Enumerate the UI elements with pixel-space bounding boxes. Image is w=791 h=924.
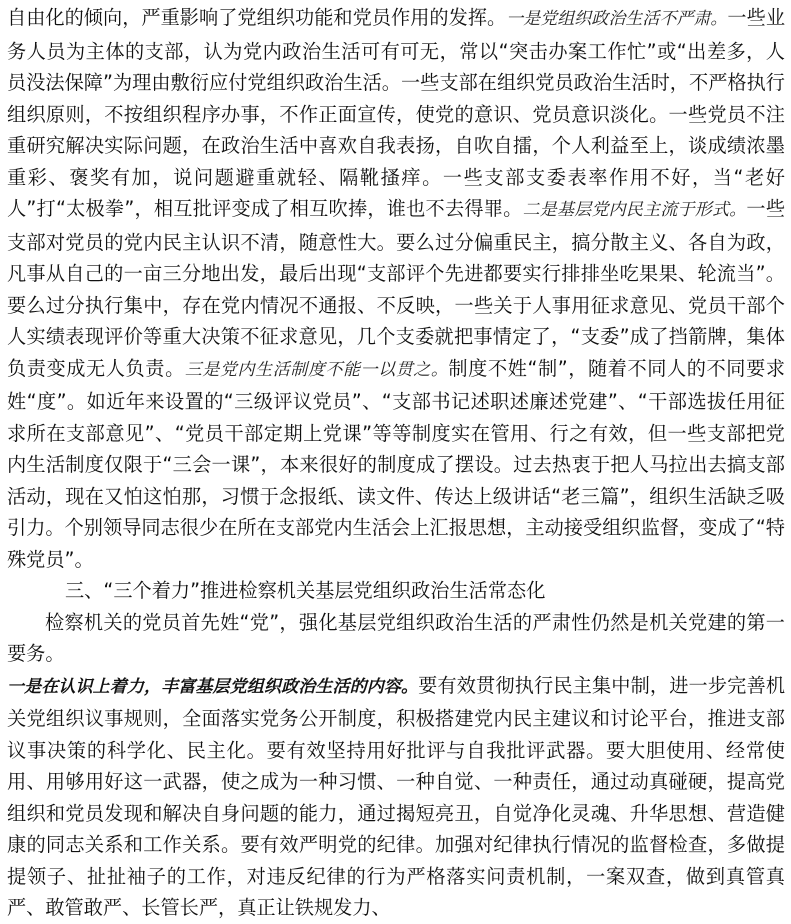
paragraph-intro: 检察机关的党员首先姓“党”，强化基层党组织政治生活的严肃性仍然是机关党建的第一要务。 — [7, 610, 785, 665]
section-heading: 三、“三个着力”推进检察机关基层党组织政治生活常态化 — [65, 579, 546, 602]
paragraph-measures — [7, 670, 785, 924]
emphasis-point-one: 一是党组织政治生活不严肃。 — [506, 9, 728, 29]
emphasis-point-two: 二是基层党内民主流于形式。 — [522, 200, 747, 220]
emphasis-measure-one: 一是在认识上着力，丰富基层党组织政治生活的内容。 — [7, 676, 419, 697]
paragraph-problems — [7, 2, 785, 575]
paragraph-text: 一些支部对党员的党内民主认识不清，随意性大。要么过分偏重民主，搞分散主义、各自为政，凡事从自己的一亩三分地出发，最后出现“支部评个先进都要实行排排坐吃果果、轮流当”。要么过分执行集中，存在党内情况不通报、不反映，一些关于人事用征求意见、党员干部个人实绩表现评价等重大决策不征求意见，几个支委就把事情定了，“支委”成了挡箭牌，集体负责变成无人负责。 — [7, 197, 786, 380]
paragraph-text: 一些业务人员为主体的支部，认为党内政治生活可有可无，常以“突击办案工作忙”或“出差多，人员没法保障”为理由敷衍应付党组织政治生活。一些支部在组织党员政治生活时，不严格执行组织原则，不按组织程序办事，不作正面宣传，使党的意识、党员意识淡化。一些党员不注重研究解决实际问题，在政治生活中喜欢自我表扬，自吹自擂，个人利益至上，谈成绩浓墨重彩、褒奖有加，说问题避重就轻、隔靴搔痒。一些支部支委表率作用不好，当“老好人”打“太极拳”，相互批评变成了相互吹捧，谁也不去得罪。 — [7, 6, 786, 220]
emphasis-point-three: 三是党内生活制度不能一以贯之。 — [184, 359, 449, 380]
paragraph-text: 制度不姓“制”，随着不同人的不同要求姓“度”。如近年来设置的“三级评议党员”、“支部书记述职述廉述党建”、“干部选拔任用征求所在支部意见”、“党员干部定期上党课”等等制度实在管用、行之有效，但一些支部把党内生活制度仅限于“三会一课”，本来很好的制度成了摆设。过去热衷于把人马拉出去搞支部活动，现在又怕这怕那，习惯于念报纸、读文件、传达上级讲话“老三篇”，组织生活缺乏吸引力。个别领导同志很少在所在支部党内生活会上汇报思想，主动接受组织监督，变成了“特殊党员”。 — [7, 356, 786, 571]
paragraph-text: 自由化的倾向，严重影响了党组织功能和党员作用的发挥。 — [7, 6, 507, 29]
paragraph-text: 要有效贯彻执行民主集中制，进一步完善机关党组织议事规则，全面落实党务公开制度，积极搭建党内民主建议和讨论平台，推进支部议事决策的科学化、民主化。要有效坚持用好批评与自我批评武器。要大胆使用、经常使用、用够用好这一武器，使之成为一种习惯、一种自觉、一种责任，通过动真碰硬，提高党组织和党员发现和解决自身问题的能力，通过揭短亮丑，自觉净化灵魂、升华思想、营造健康的同志关系和工作关系。要有效严明党的纪律。加强对纪律执行情况的监督检查，多做提提领子、扯扯袖子的工作，对违反纪律的行为严格落实问责机制，一案双查，做到真管真严、敢管敢严、长管长严，真正让铁规发力、 — [7, 673, 786, 919]
